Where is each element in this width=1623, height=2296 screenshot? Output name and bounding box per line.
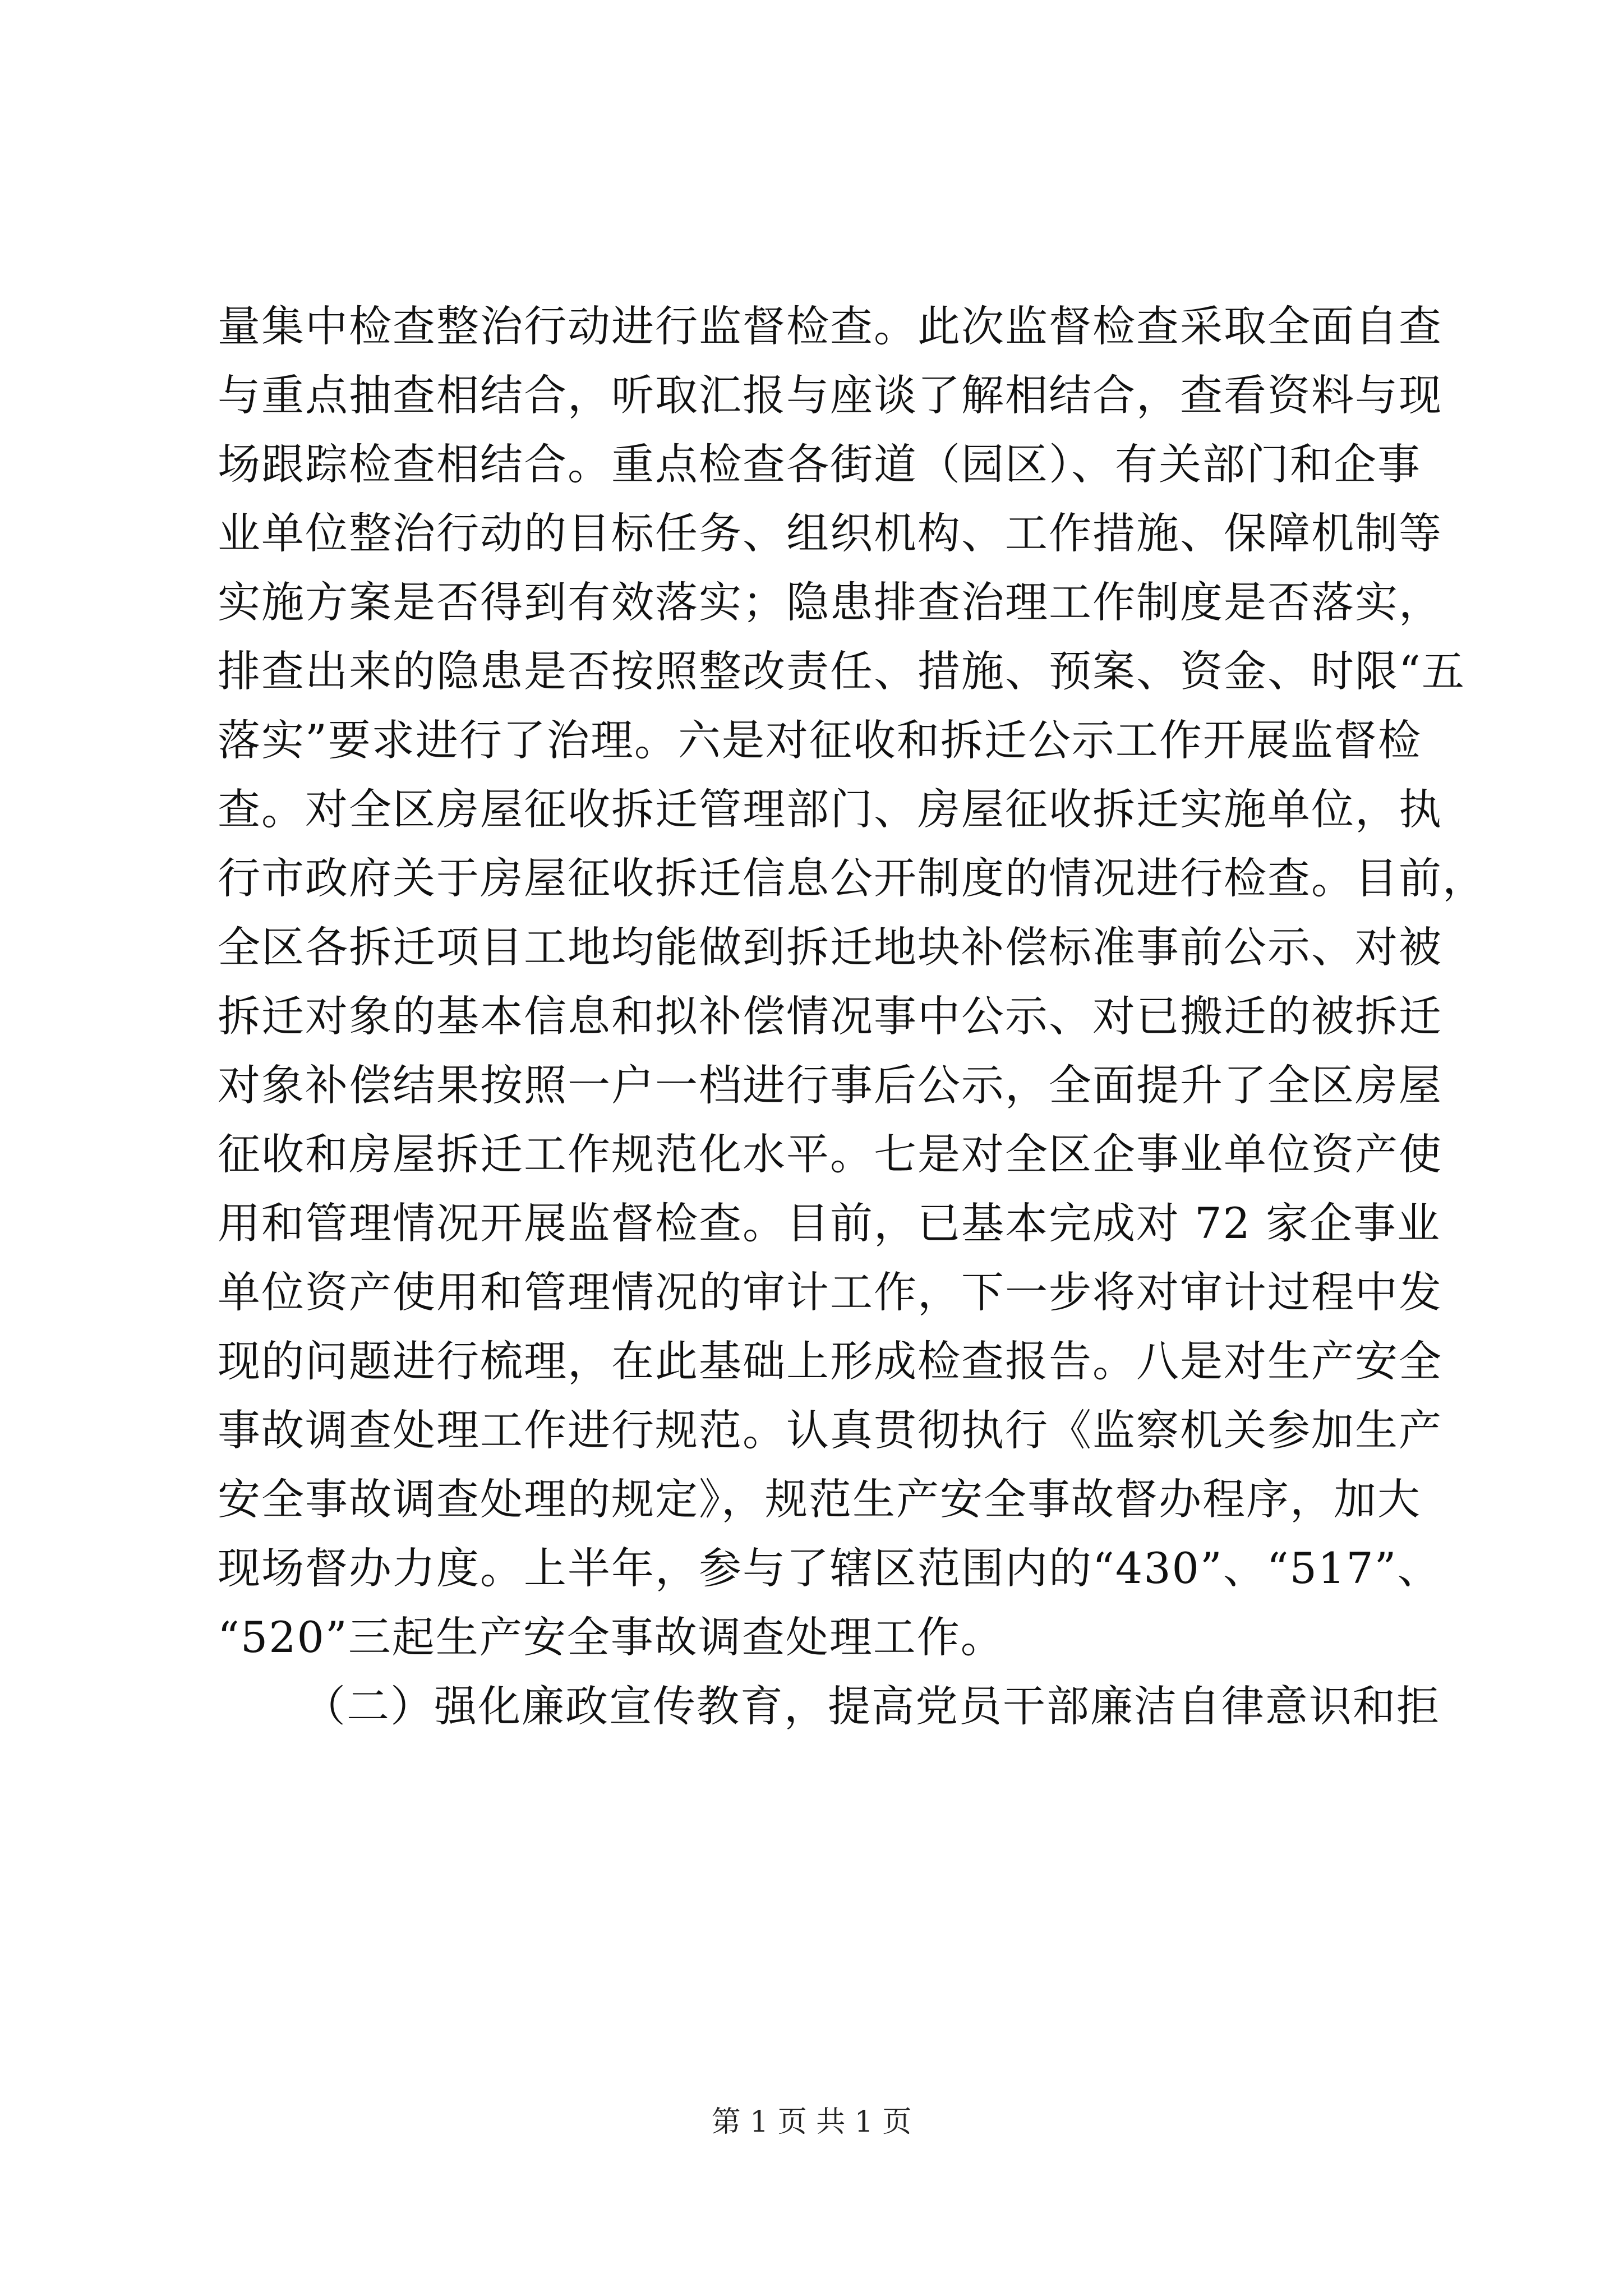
text-line-2: 与重点抽查相结合，听取汇报与座谈了解相结合，查看资料与现 [218, 370, 1442, 420]
text-line-11: 拆迁对象的基本信息和拟补偿情况事中公示、对已搬迁的被拆迁 [218, 991, 1442, 1041]
text-line-5: 实施方案是否得到有效落实；隐患排查治理工作制度是否落实， [218, 577, 1442, 627]
text-line-13: 征收和房屋拆迁工作规范化水平。七是对全区企事业单位资产使 [218, 1129, 1442, 1179]
text-line-7: 落实”要求进行了治理。六是对征收和拆迁公示工作开展监督检 [218, 715, 1422, 765]
text-line-8: 查。对全区房屋征收拆迁管理部门、房屋征收拆迁实施单位，执 [218, 784, 1442, 834]
text-line-15: 单位资产使用和管理情况的审计工作，下一步将对审计过程中发 [218, 1267, 1442, 1317]
text-line-1: 量集中检查整治行动进行监督检查。此次监督检查采取全面自查 [218, 301, 1442, 351]
text-line-10: 全区各拆迁项目工地均能做到拆迁地块补偿标准事前公示、对被 [218, 922, 1442, 972]
text-line-6: 排查出来的隐患是否按照整改责任、措施、预案、资金、时限“五 [218, 646, 1465, 696]
text-line-18: 安全事故调查处理的规定》，规范生产安全事故督办程序，加大 [218, 1474, 1421, 1524]
text-line-12: 对象补偿结果按照一户一档进行事后公示，全面提升了全区房屋 [218, 1060, 1442, 1110]
text-line-9: 行市政府关于房屋征收拆迁信息公开制度的情况进行检查。目前， [218, 853, 1486, 903]
text-line-17: 事故调查处理工作进行规范。认真贯彻执行《监察机关参加生产 [218, 1405, 1442, 1455]
text-line-3: 场跟踪检查相结合。重点检查各街道（园区）、有关部门和企事 [218, 439, 1421, 489]
section-heading-line: （二）强化廉政宣传教育，提高党员干部廉洁自律意识和拒 [303, 1681, 1440, 1731]
text-line-4: 业单位整治行动的目标任务、组织机构、工作措施、保障机制等 [218, 508, 1442, 558]
text-line-16: 现的问题进行梳理，在此基础上形成检查报告。八是对生产安全 [218, 1336, 1442, 1386]
page-number-label: 第 1 页 共 1 页 [711, 2105, 912, 2139]
body-text [218, 292, 1486, 1741]
text-line-20: “520”三起生产安全事故调查处理工作。 [218, 1612, 1004, 1662]
text-line-19: 现场督办力度。上半年，参与了辖区范围内的“430”、“517”、 [218, 1543, 1441, 1593]
page-footer [0, 2102, 1623, 2142]
text-line-14: 用和管理情况开展监督检查。目前，已基本完成对 72 家企事业 [218, 1198, 1441, 1248]
